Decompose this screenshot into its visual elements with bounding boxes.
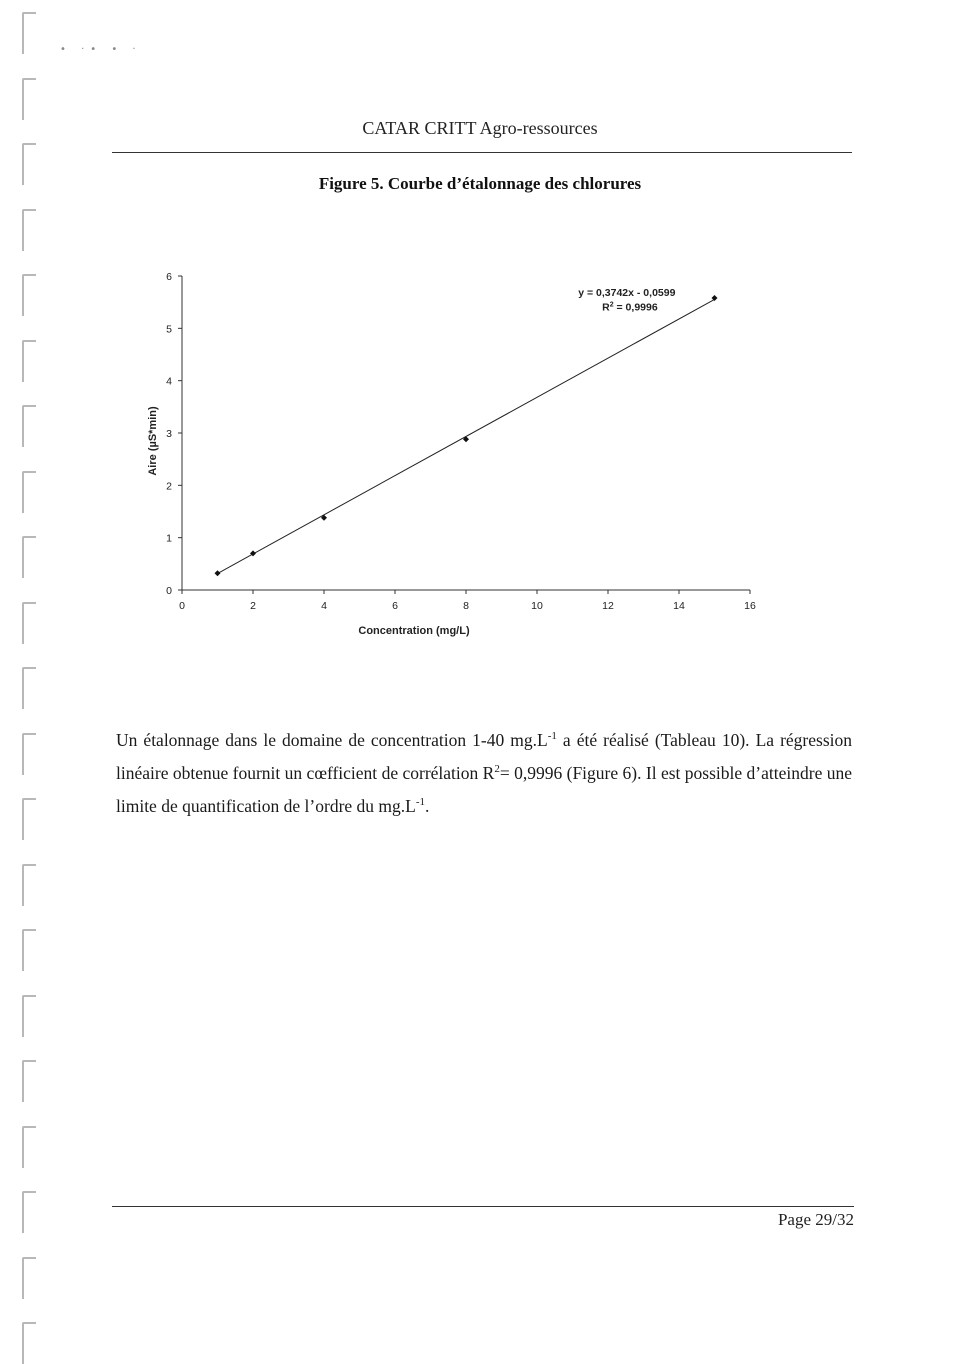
binder-ring: [22, 1257, 36, 1299]
footer-divider: [112, 1206, 854, 1207]
regression-equation: y = 0,3742x - 0,0599: [578, 286, 676, 299]
x-tick-label: 0: [179, 600, 185, 612]
binder-rings: [22, 0, 42, 1355]
binder-ring: [22, 405, 36, 447]
binder-ring: [22, 78, 36, 120]
y-tick-label: 2: [166, 480, 172, 493]
binder-ring: [22, 995, 36, 1037]
x-tick-label: 14: [673, 600, 685, 612]
x-tick-label: 12: [602, 600, 614, 612]
binder-ring: [22, 1191, 36, 1233]
x-tick-label: 6: [392, 600, 398, 612]
header-divider: [112, 152, 852, 153]
binder-ring: [22, 1322, 36, 1364]
y-tick-label: 5: [166, 323, 172, 336]
x-tick-label: 10: [531, 600, 543, 612]
y-tick-label: 3: [166, 428, 172, 440]
y-tick-label: 0: [166, 585, 172, 597]
binder-ring: [22, 274, 36, 316]
binder-ring: [22, 602, 36, 644]
binder-ring: [22, 1126, 36, 1168]
x-tick-label: 4: [321, 600, 327, 612]
binder-ring: [22, 667, 36, 709]
r-squared-label: $R^2 = 0,9996$: [602, 301, 658, 314]
binder-ring: [22, 209, 36, 251]
data-point: [215, 570, 221, 576]
document-header: CATAR CRITT Agro-ressources: [362, 118, 598, 138]
scan-artifacts: • ·• • ·: [60, 44, 142, 55]
calibration-chart: [130, 250, 790, 660]
binder-ring: [22, 798, 36, 840]
binder-ring: [22, 864, 36, 906]
figure-caption: Figure 5. Courbe d’étalonnage des chlorures: [318, 174, 642, 193]
x-tick-label: 16: [744, 600, 756, 612]
x-axis-label: Concentration (mg/L): [358, 625, 470, 637]
binder-ring: [22, 1060, 36, 1102]
y-tick-label: 4: [166, 375, 172, 388]
page-number: Page 29/32: [777, 1210, 854, 1229]
y-axis-label: Aire (µS*min): [147, 406, 159, 476]
body-paragraph: Un étalonnage dans le domaine de concentration 1-40 $mg.L^{-1}$ a été réalisé (Tableau 10). La régression linéaire obtenue fournit un cœfficient de corrélation $R^2= 0,9996$ (Figure 6). Il est possible d’atteindre une limite de quantification de l’ordre du $mg.L^{-1}$.: [116, 730, 853, 816]
binder-ring: [22, 340, 36, 382]
y-tick-label: 1: [166, 532, 172, 545]
x-tick-label: 8: [463, 600, 469, 612]
binder-ring: [22, 471, 36, 513]
binder-ring: [22, 12, 36, 54]
binder-ring: [22, 733, 36, 775]
x-tick-label: 2: [250, 600, 256, 612]
binder-ring: [22, 929, 36, 971]
y-tick-label: 6: [166, 271, 172, 283]
binder-ring: [22, 536, 36, 578]
